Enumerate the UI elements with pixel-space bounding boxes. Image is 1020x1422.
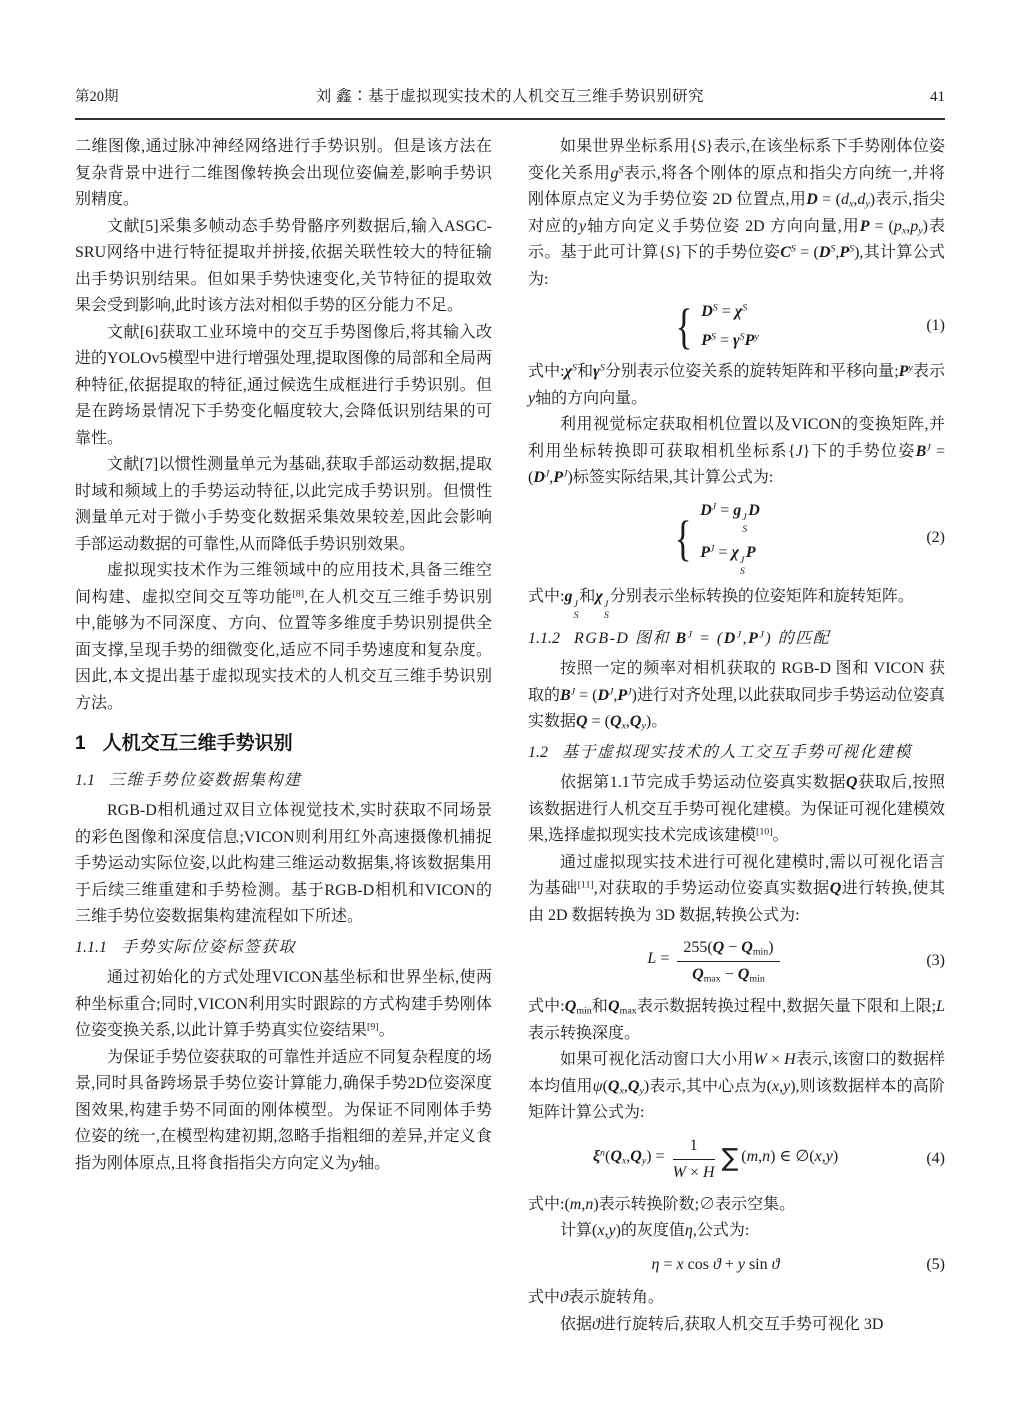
paragraph: 式中:(m,n)表示转换阶数;∅表示空集。 <box>528 1195 796 1213</box>
equation <box>528 1134 945 1185</box>
equation-body <box>528 499 903 578</box>
heading-title: 三维手势位姿数据集构建 <box>109 771 302 789</box>
equation-line: η = x cos ϑ + y sin ϑ <box>651 1256 780 1274</box>
paragraph: 通过虚拟现实技术进行可视化建模时,需以可视化语言为基础[11],对获取的手势运动位姿真实数据Q进行转换,使其由 2D 数据转换为 3D 数据,转换公式为: <box>528 853 945 924</box>
heading-title: 手势实际位姿标签获取 <box>121 938 297 956</box>
paragraph: 依据第1.1节完成手势运动位姿真实数据Q获取后,按照该数据进行人机交互手势可视化建模。为保证可视化建模效果,选择虚拟现实技术完成该建模[10]。 <box>528 774 945 845</box>
equation-number: (4) <box>926 1149 945 1167</box>
sum-symbol: ∑ <box>721 1142 739 1172</box>
paragraph: 文献[5]采集多帧动态手势骨骼序列数据后,输入ASGC-SRU网络中进行特征提取并拼接,依据关联性较大的特征输出手势识别结果。但如果手势快速变化,关节特征的提取效果会受到影响,此时该方法对相似手势的区分能力不足。 <box>75 217 492 314</box>
heading-number: 1.2 <box>528 743 548 761</box>
heading-title: RGB-D 图和 $B^J = (D^J,P^J)$ 的匹配 <box>574 629 831 647</box>
paragraph: 如果世界坐标系用{S}表示,在该坐标系下手势刚体位姿变化关系用$g^S$表示,将各个刚体的原点和指尖方向统一,并将刚体原点定义为手势位姿 2D 位置点,用$D = (d_x,d_y)$表示,指尖对应的y轴方向定义手势位姿 2D 方向向量,用$P = (p_x,p_y)$表示。基于此可计算{S}下的手势位姿$C^S = (D^S,P^S)$,其计算公式为: <box>528 138 945 288</box>
equation-body <box>528 936 903 987</box>
section-title: 人机交互三维手势识别 <box>102 733 293 754</box>
heading-number: 1.1 <box>75 771 95 789</box>
issue-label: 第20期 <box>75 89 119 105</box>
section-heading <box>75 732 492 757</box>
cases-brace: { <box>674 509 692 566</box>
paragraph: 二维图像,通过脉冲神经网络进行手势识别。但是该方法在复杂背景中进行二维图像转换会出现位姿偏差,影响手势识别精度。 <box>75 138 492 208</box>
paragraph: 文献[7]以惯性测量单元为基础,获取手部运动数据,提取时域和频域上的手势运动特征,以此完成手势识别。但惯性测量单元对于微小手势变化数据采集效果较差,因此会影响手部运动数据的可靠性,从而降低手势识别效果。 <box>75 456 492 553</box>
subsubsection-heading <box>528 626 945 653</box>
paragraph: 为保证手势位姿获取的可靠性并适应不同复杂程度的场景,同时具备跨场景手势位姿计算能力,确保手势2D位姿深度图效果,构建手势不同面的刚体模型。为保证不同刚体手势位姿的统一,在模型构建初期,忽略手指粗细的差异,并定义食指为刚体原点,且将食指指尖方向定义为y轴。 <box>75 1048 492 1172</box>
equation-line: $P^J = \chi$ J S P <box>700 543 756 577</box>
subsubsection-heading <box>75 935 492 962</box>
subsection-heading <box>528 740 945 767</box>
heading-number: 1.1.1 <box>75 938 107 956</box>
paragraph: RGB-D相机通过双目立体视觉技术,实时获取不同场景的彩色图像和深度信息;VICON则利用红外高速摄像机捕捉手势运动实际位姿,以此构建三维运动数据集,将该数据集用于后续三维重建和手势检测。基于RGB-D相机和VICON的三维手势位姿数据集构建流程如下所述。 <box>75 802 492 926</box>
equation-number: (3) <box>926 952 945 970</box>
paragraph: 虚拟现实技术作为三维领域中的应用技术,具备三维空间构建、虚拟空间交互等功能[8],在人机交互三维手势识别中,能够为不同深度、方向、位置等多维度手势识别提供全面支撑,呈现手势的细微变化,适应不同手势速度和复杂度。因此,本文提出基于虚拟现实技术的人机交互三维手势识别方法。 <box>75 562 492 712</box>
paragraph: 式中$:Q_{min}$和$Q_{max}$表示数据转换过程中,数据矢量下限和上限;L表示转换深度。 <box>528 998 945 1042</box>
equation <box>528 1252 945 1279</box>
equation <box>528 499 945 578</box>
equation <box>528 936 945 987</box>
paragraph: 文献[6]获取工业环境中的交互手势图像后,将其输入改进的YOLOv5模型中进行增强处理,提取图像的局部和全局两种特征,依据提取的特征,通过候选生成框进行手势识别。但是在跨场景情况下手势变化幅度较大,会降低识别结果的可靠性。 <box>75 323 492 447</box>
equation-number: (5) <box>926 1255 945 1273</box>
paragraph: 如果可视化活动窗口大小用W × H表示,该窗口的数据样本均值用$\psi(Q_x,Q_y)$表示,其中心点为(x,y),则该数据样本的高阶矩阵计算公式为: <box>528 1051 945 1122</box>
equation-body <box>528 1134 903 1185</box>
running-title: 刘 鑫∶基于虚拟现实技术的人机交互三维手势识别研究 <box>315 88 705 105</box>
paragraph: 依据ϑ进行旋转后,获取人机交互手势可视化 3D <box>560 1315 884 1333</box>
equation-number: (1) <box>926 316 945 334</box>
page-number: 41 <box>930 89 945 105</box>
section-number: 1 <box>75 733 86 754</box>
paragraph: 利用视觉标定获取相机位置以及VICON的变换矩阵,并利用坐标转换即可获取相机坐标系{J}下的手势位姿$B^J = (D^J,P^J)$标签实际结果,其计算公式为: <box>528 416 945 487</box>
paragraph: 计算(x,y)的灰度值η,公式为: <box>560 1222 750 1240</box>
equation-line: $\xi^n(Q_x,Q_y)$ = $\frac{1}{W \times H}$ ∑ (m,n) ∈ ∅(x,y) <box>593 1134 838 1185</box>
equation <box>528 297 945 354</box>
equation-line: $P^S = \gamma^SP^y$ <box>701 331 759 350</box>
equation-number: (2) <box>926 528 945 546</box>
equation-body <box>528 297 903 354</box>
subsection-heading <box>75 768 492 795</box>
paragraph: 式中ϑ表示旋转角。 <box>528 1289 664 1307</box>
left-column <box>75 134 492 1177</box>
right-column <box>528 134 945 1338</box>
paragraph: 通过初始化的方式处理VICON基坐标和世界坐标,使两种坐标重合;同时,VICON利用实时跟踪的方式构建手势刚体位姿变换关系,以此计算手势真实位姿结果[9]。 <box>75 969 492 1040</box>
cases-brace: { <box>675 297 693 354</box>
paragraph: 按照一定的频率对相机获取的 RGB-D 图和 VICON 获取的$B^J = (D^J,P^J)$进行对齐处理,以此获取同步手势运动位姿真实数据$Q = (Q_x,Q_y)$。 <box>528 660 945 732</box>
equation-line: $D^S = \chi^S$ <box>701 302 748 320</box>
heading-title: 基于虚拟现实技术的人工交互手势可视化建模 <box>562 743 913 761</box>
paragraph: 式中$:\chi^S$和$\gamma^S$分别表示位姿关系的旋转矩阵和平移向量$;P^y$表示y轴的方向向量。 <box>528 362 945 407</box>
heading-number: 1.1.2 <box>528 629 560 647</box>
equation-body <box>528 1253 903 1276</box>
equation-line: $D^J = g$ J S D <box>700 501 760 535</box>
equation-line: L = $\frac{255(Q - Q_{min})}{Q_{max} - Q_{min}}$ <box>647 936 783 987</box>
paragraph: 式中:g J S 和χ J S 分别表示坐标转换的位姿矩阵和旋转矩阵。 <box>528 588 914 622</box>
page-header <box>75 84 945 120</box>
